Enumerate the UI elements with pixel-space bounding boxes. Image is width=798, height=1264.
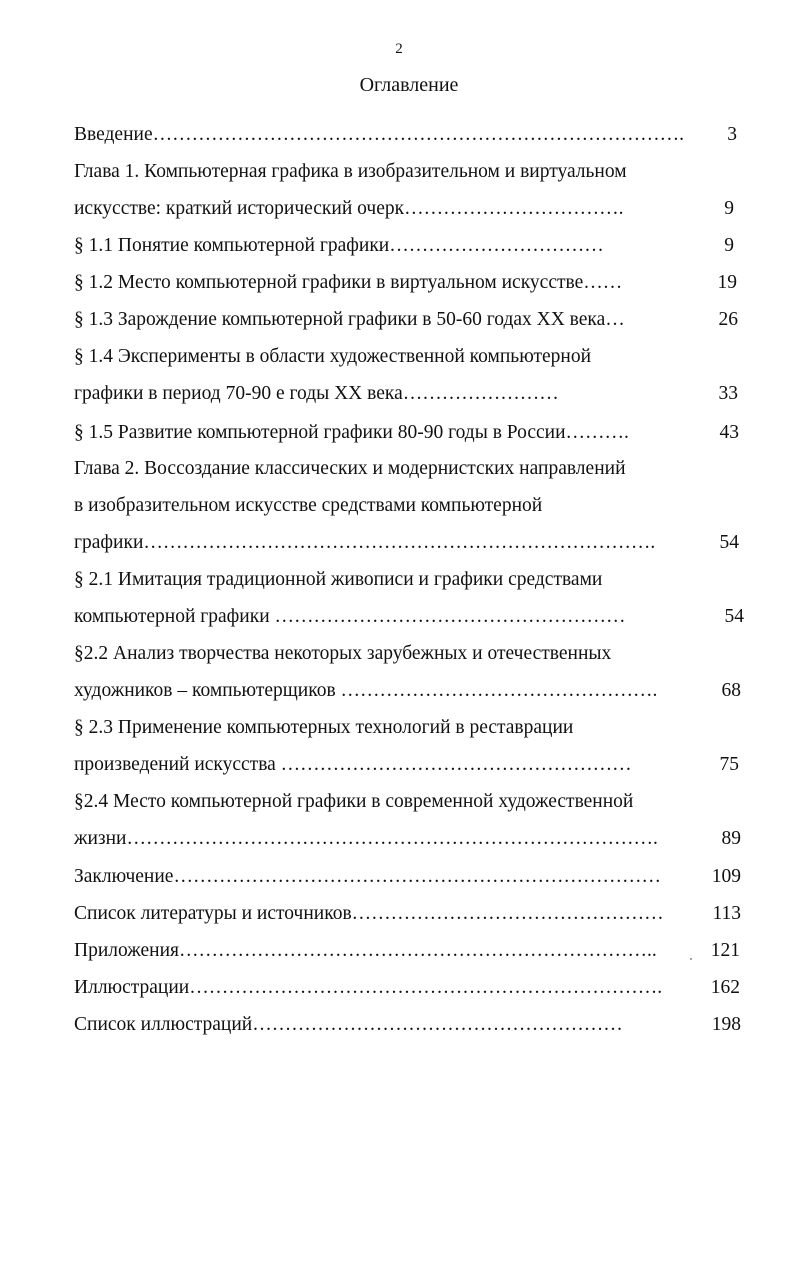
toc-line-page: 121: [710, 940, 740, 961]
toc-line-page: [700, 493, 739, 519]
toc-line-text: § 1.3 Зарождение компьютерной графики в 50-60 годах XX века…: [74, 309, 625, 330]
toc-line-page: 109: [711, 866, 741, 887]
toc-line-text: графики в период 70-90 е годы XX века……………………: [74, 383, 559, 404]
toc-line-text: Глава 1. Компьютерная графика в изобразительном и виртуальном: [74, 161, 627, 182]
toc-line-page: 75: [719, 754, 739, 775]
toc-line-page: [700, 641, 741, 667]
toc-line-text: § 1.2 Место компьютерной графики в виртуальном искусстве……: [74, 272, 623, 293]
toc-line-page: 26: [718, 309, 738, 330]
scan-speck: [690, 958, 692, 960]
toc-line-page: 9: [724, 235, 734, 256]
page-number: 2: [395, 41, 403, 57]
toc-line-text: Глава 2. Воссоздание классических и модернистских направлений: [74, 458, 626, 479]
toc-line-page: 43: [719, 422, 739, 443]
toc-line-text: § 2.3 Применение компьютерных технологий в реставрации: [74, 717, 574, 738]
toc-line-text: искусстве: краткий исторический очерк…………………………….: [74, 198, 624, 219]
toc-line-page: [700, 344, 738, 370]
toc-line-text: §2.4 Место компьютерной графики в современной художественной: [74, 791, 634, 812]
toc-line-page: [700, 789, 739, 815]
toc-title: Оглавление: [359, 74, 459, 96]
toc-line-text: Заключение…………………………………………………………………: [74, 866, 661, 887]
toc-line-text: Иллюстрации……………………………………………………………….: [74, 977, 663, 998]
toc-line-page: 19: [717, 272, 737, 293]
toc-line-text: в изобразительном искусстве средствами компьютерной: [74, 495, 543, 516]
toc-line-text: графики…………………………………………………………………….: [74, 532, 656, 553]
toc-line-page: 9: [724, 198, 734, 219]
toc-line-text: произведений искусства ………………………………………………: [74, 754, 632, 775]
toc-line-text: Список литературы и источников…………………………………………: [74, 903, 664, 924]
toc-line-text: жизни……………………………………………………………………….: [74, 828, 658, 849]
toc-line-text: художников – компьютерщиков ………………………………………….: [74, 680, 658, 701]
toc-line-page: 113: [712, 903, 741, 924]
toc-line-page: [700, 159, 737, 185]
toc-line-page: 68: [721, 680, 741, 701]
toc-line-text: Список иллюстраций…………………………………………………: [74, 1014, 623, 1035]
toc-line-text: Введение……………………………………………………………………….: [74, 124, 684, 145]
toc-line-text: § 2.1 Имитация традиционной живописи и графики средствами: [74, 569, 603, 590]
toc-line-text: § 1.5 Развитие компьютерной графики 80-90 годы в России……….: [74, 422, 629, 443]
toc-line-text: § 1.4 Эксперименты в области художественной компьютерной: [74, 346, 592, 367]
toc-line-text: Приложения………………………………………………………………..: [74, 940, 657, 961]
toc-line-page: 33: [718, 383, 738, 404]
toc-line-page: 54: [724, 606, 744, 627]
toc-line-text: компьютерной графики ………………………………………………: [74, 606, 626, 627]
toc-line-page: 3: [727, 124, 737, 145]
toc-line-page: [700, 715, 739, 741]
toc-line-page: [700, 567, 744, 593]
toc-line-page: 54: [719, 532, 739, 553]
toc-line-page: [700, 456, 739, 482]
toc-line-text: § 1.1 Понятие компьютерной графики……………………………: [74, 235, 604, 256]
toc-line-page: 198: [711, 1014, 741, 1035]
toc-line-page: 162: [710, 977, 740, 998]
toc-line-text: §2.2 Анализ творчества некоторых зарубежных и отечественных: [74, 643, 612, 664]
toc-line-page: 89: [721, 828, 741, 849]
